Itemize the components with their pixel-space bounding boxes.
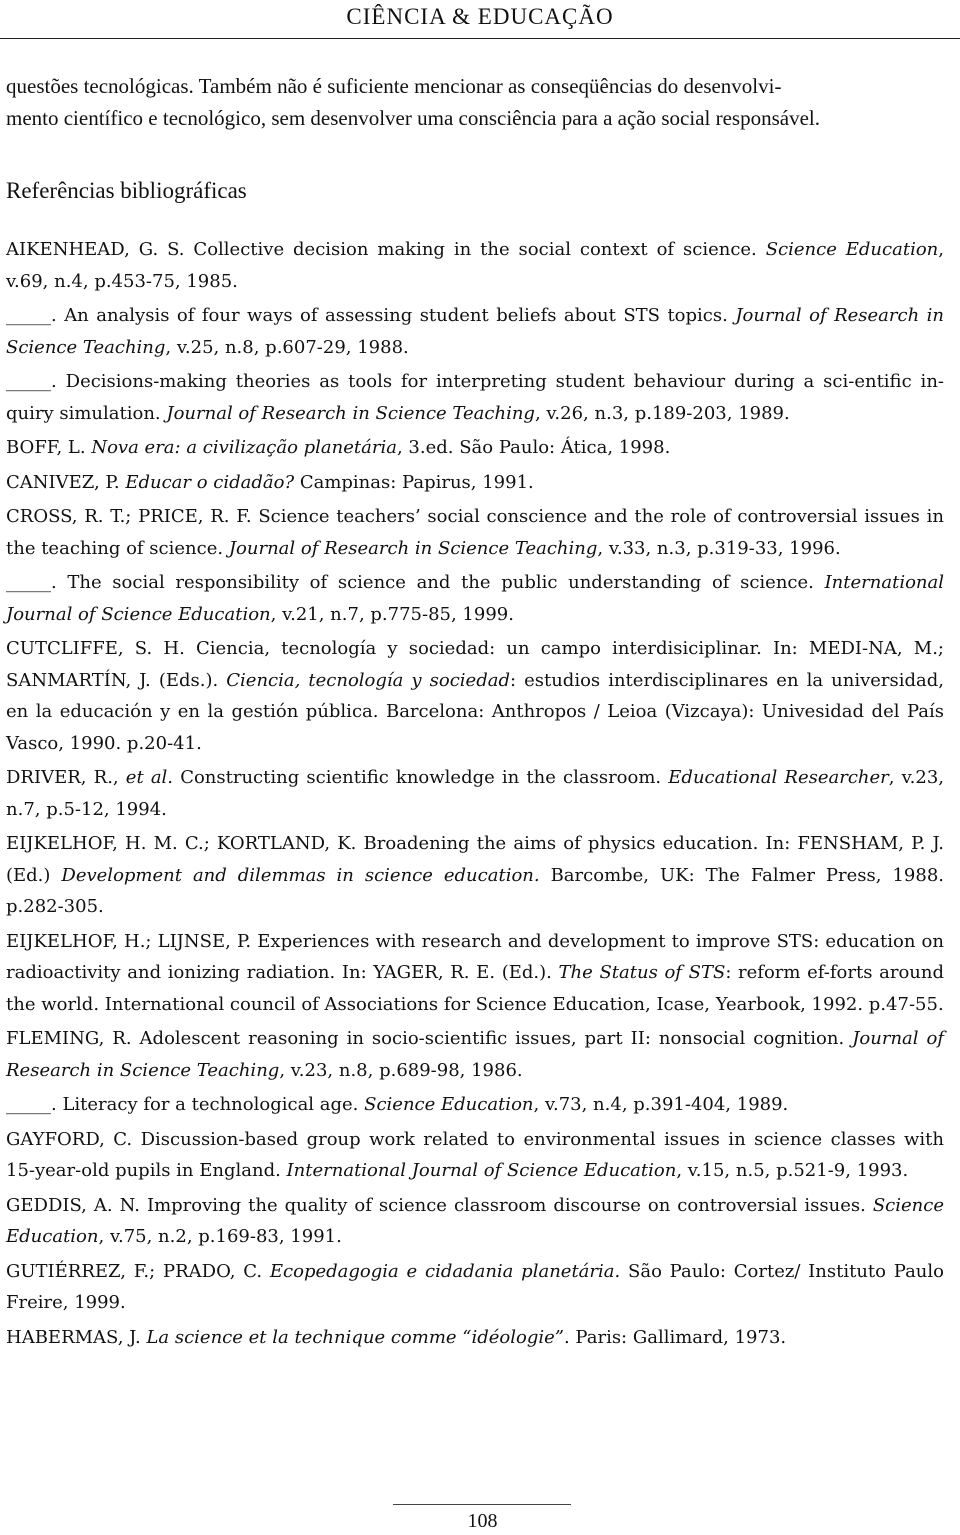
reference-entry: [6, 1124, 944, 1187]
reference-title-italic: Journal of Research in Science Teaching: [6, 1028, 944, 1081]
reference-title-italic: Science Education: [765, 239, 939, 260]
reference-text: , 3.ed. São Paulo: Ática, 1998.: [396, 437, 671, 458]
reference-text: . Paris: Gallimard, 1973.: [563, 1326, 787, 1348]
reference-entry: [6, 567, 944, 630]
reference-title-italic: Science Education: [364, 1094, 534, 1115]
reference-entry: [6, 762, 944, 825]
reference-text: EIJKELHOF, H. M. C.; KORTLAND, K. Broadening the aims of physics education. In: FENSHAM, P. J. (Ed.): [6, 833, 944, 886]
reference-text: GEDDIS, A. N. Improving the quality of science classroom discourse on controversial issues.: [6, 1194, 873, 1216]
reference-text: São Paulo: Cortez/ Instituto Paulo Freire, 1999.: [6, 1260, 944, 1313]
journal-title: CIÊNCIA & EDUCAÇÃO: [346, 4, 614, 29]
reference-text: _____. Decisions-making theories as tools for interpreting student behaviour during a sci-entific in-quiry simulation.: [6, 371, 944, 424]
reference-text: _____. An analysis of four ways of assessing student beliefs about STS topics.: [6, 305, 736, 326]
reference-title-italic: Nova era: a civilização planetária: [91, 437, 397, 458]
reference-title-italic: International Journal of Science Education: [6, 572, 944, 625]
reference-text: , v.23, n.7, p.5-12, 1994.: [6, 767, 945, 820]
reference-title-italic: Journal of Research in Science Teaching: [6, 305, 944, 358]
reference-text: GAYFORD, C. Discussion-based group work related to environmental issues in science classes with 15-year-old pupils in England.: [6, 1128, 944, 1181]
reference-text: BOFF, L.: [6, 437, 92, 458]
reference-title-italic: Ciencia, tecnología y sociedad: [226, 669, 510, 691]
reference-text: , v.21, n.7, p.775-85, 1999.: [270, 603, 514, 625]
reference-text: GUTIÉRREZ, F.; PRADO, C.: [6, 1260, 270, 1282]
reference-title-italic: Ecopedagogia e cidadania planetária.: [269, 1260, 621, 1282]
reference-text: , v.23, n.8, p.689-98, 1986.: [279, 1059, 523, 1081]
reference-title-italic: Journal of Research in Science Teaching: [228, 537, 598, 559]
reference-entry: [6, 501, 944, 564]
reference-entry: [6, 633, 944, 759]
reference-title-italic: et al.: [125, 767, 174, 788]
reference-text: , v.33, n.3, p.319-33, 1996.: [597, 537, 841, 559]
reference-text: , v.73, n.4, p.391-404, 1989.: [533, 1094, 789, 1115]
reference-text: Constructing scientific knowledge in the classroom.: [173, 767, 669, 788]
reference-title-italic: La science et la technique comme “idéologie”: [146, 1326, 564, 1348]
reference-title-italic: Development and dilemmas in science education.: [61, 864, 540, 886]
intro-line-1: questões tecnológicas. Também não é suficiente mencionar as conseqüências do desenvolvi-: [6, 74, 782, 98]
reference-entry: [6, 1089, 944, 1121]
reference-entry: [6, 1190, 944, 1253]
reference-text: : reform ef-forts around the world. International council of Associations for Science Education, Icase, Yearbook, 1992. p.47-55.: [6, 962, 945, 1015]
reference-entry: [6, 926, 944, 1021]
reference-list: [6, 234, 944, 1356]
reference-entry: [6, 300, 944, 363]
reference-entry: [6, 1256, 944, 1319]
reference-entry: [6, 234, 944, 297]
reference-text: , v.26, n.3, p.189-203, 1989.: [534, 402, 790, 424]
reference-text: _____. The social responsibility of science and the public understanding of science.: [6, 572, 825, 593]
reference-text: , v.75, n.2, p.169-83, 1991.: [98, 1226, 342, 1247]
reference-text: _____. Literacy for a technological age.: [6, 1094, 365, 1115]
reference-title-italic: International Journal of Science Education: [286, 1160, 677, 1181]
reference-text: , v.69, n.4, p.453-75, 1985.: [6, 239, 944, 292]
reference-title-italic: Educar o cidadão?: [125, 471, 295, 493]
reference-text: Campinas: Papirus, 1991.: [294, 471, 534, 493]
reference-title-italic: Journal of Research in Science Teaching: [166, 402, 535, 424]
reference-entry: [6, 1023, 944, 1086]
footer-divider: [393, 1504, 571, 1505]
reference-text: HABERMAS, J.: [6, 1326, 147, 1348]
intro-line-2: mento científico e tecnológico, sem desenvolver uma consciência para a ação social responsável.: [6, 106, 820, 130]
reference-text: EIJKELHOF, H.; LIJNSE, P. Experiences with research and development to improve STS: education on radioactivity and ionizing radiation. In: YAGER, R. E. (Ed.).: [6, 930, 944, 983]
reference-text: AIKENHEAD, G. S. Collective decision making in the social context of science.: [6, 239, 766, 260]
reference-text: CUTCLIFFE, S. H. Ciencia, tecnología y sociedad: un campo interdisiciplinar. In: MEDI-NA, M.; SANMARTÍN, J. (Eds.).: [6, 638, 944, 691]
reference-text: : estudios interdisciplinares en la universidad, en la educación y en la gestión pública. Barcelona: Anthropos / Leioa (Vizcaya): Univesidad del País Vasco, 1990. p.20-41.: [6, 669, 944, 754]
page-number: 108: [467, 1510, 498, 1532]
reference-title-italic: Science Education: [6, 1194, 944, 1247]
reference-text: Barcombe, UK: The Falmer Press, 1988. p.282-305.: [6, 864, 944, 917]
reference-entry: [6, 366, 944, 429]
reference-title-italic: The Status of STS: [558, 962, 726, 983]
reference-text: CANIVEZ, P.: [6, 471, 126, 493]
reference-text: , v.15, n.5, p.521-9, 1993.: [676, 1160, 909, 1181]
reference-entry: [6, 828, 944, 923]
reference-title-italic: Educational Researcher: [668, 767, 889, 788]
reference-text: FLEMING, R. Adolescent reasoning in socio-scientific issues, part II: nonsocial cognition.: [6, 1028, 853, 1049]
running-header: [0, 0, 960, 39]
section-heading: Referências bibliográficas: [6, 178, 247, 203]
reference-text: , v.25, n.8, p.607-29, 1988.: [165, 336, 409, 358]
reference-entry: [6, 432, 944, 464]
reference-text: CROSS, R. T.; PRICE, R. F. Science teachers’ social conscience and the role of controversial issues in the teaching of science.: [6, 506, 944, 559]
reference-entry: [6, 1322, 944, 1354]
reference-entry: [6, 467, 944, 499]
reference-text: DRIVER, R.,: [6, 767, 126, 788]
